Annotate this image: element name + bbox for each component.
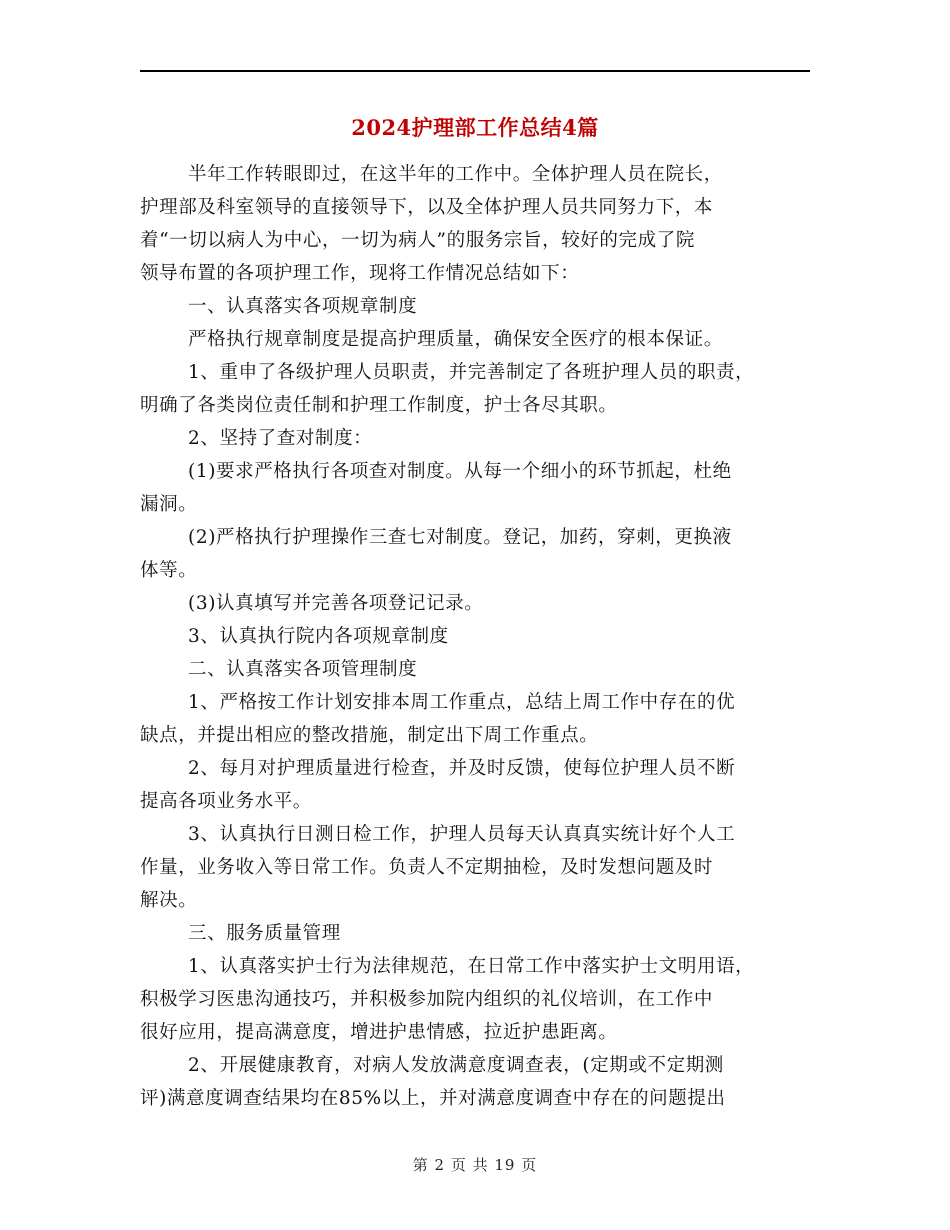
text-line: 提高各项业务水平。 bbox=[140, 791, 312, 812]
text-line: 着“一切以病人为中心，一切为病人”的服务宗旨，较好的完成了院 bbox=[140, 230, 695, 251]
text-line: 1、重申了各级护理人员职责，并完善制定了各班护理人员的职责， bbox=[188, 362, 755, 383]
text-line: 严格执行规章制度是提高护理质量，确保安全医疗的根本保证。 bbox=[188, 329, 723, 350]
text-line: 评)满意度调查结果均在85%以上，并对满意度调查中存在的问题提出 bbox=[140, 1088, 726, 1109]
text-line: 领导布置的各项护理工作，现将工作情况总结如下： bbox=[140, 263, 580, 284]
text-line: 1、认真落实护士行为法律规范，在日常工作中落实护士文明用语， bbox=[188, 956, 755, 977]
text-line: 3、认真执行院内各项规章制度 bbox=[188, 626, 449, 647]
text-line: 3、认真执行日测日检工作，护理人员每天认真真实统计好个人工 bbox=[188, 824, 736, 845]
text-line: (3)认真填写并完善各项登记记录。 bbox=[188, 593, 484, 614]
text-line: 积极学习医患沟通技巧，并积极参加院内组织的礼仪培训，在工作中 bbox=[140, 989, 714, 1010]
page-footer: 第 2 页 共 19 页 bbox=[412, 1156, 538, 1174]
document-title: 2024护理部工作总结4篇 bbox=[351, 115, 599, 140]
text-line: 作量，业务收入等日常工作。负责人不定期抽检，及时发想问题及时 bbox=[140, 857, 714, 878]
text-line: 三、服务质量管理 bbox=[188, 923, 341, 944]
text-line: 2、开展健康教育，对病人发放满意度调查表，(定期或不定期测 bbox=[188, 1055, 724, 1076]
text-line: 护理部及科室领导的直接领导下，以及全体护理人员共同努力下，本 bbox=[140, 197, 714, 218]
text-line: 明确了各类岗位责任制和护理工作制度，护士各尽其职。 bbox=[140, 395, 618, 416]
header-rule bbox=[140, 70, 810, 72]
text-line: (1)要求严格执行各项查对制度。从每一个细小的环节抓起，杜绝 bbox=[188, 461, 732, 482]
text-line: 2、坚持了查对制度： bbox=[188, 428, 373, 449]
text-line: 1、严格按工作计划安排本周工作重点，总结上周工作中存在的优 bbox=[188, 692, 736, 713]
text-line: 2、每月对护理质量进行检查，并及时反馈，使每位护理人员不断 bbox=[188, 758, 736, 779]
text-line: 二、认真落实各项管理制度 bbox=[188, 659, 418, 680]
text-line: 缺点，并提出相应的整改措施，制定出下周工作重点。 bbox=[140, 725, 599, 746]
text-line: (2)严格执行护理操作三查七对制度。登记，加药，穿刺，更换液 bbox=[188, 527, 732, 548]
text-line: 体等。 bbox=[140, 560, 198, 581]
text-line: 一、认真落实各项规章制度 bbox=[188, 296, 418, 317]
text-line: 漏洞。 bbox=[140, 494, 198, 515]
text-line: 半年工作转眼即过，在这半年的工作中。全体护理人员在院长， bbox=[188, 164, 723, 185]
text-line: 解决。 bbox=[140, 890, 198, 911]
text-line: 很好应用，提高满意度，增进护患情感，拉近护患距离。 bbox=[140, 1022, 618, 1043]
